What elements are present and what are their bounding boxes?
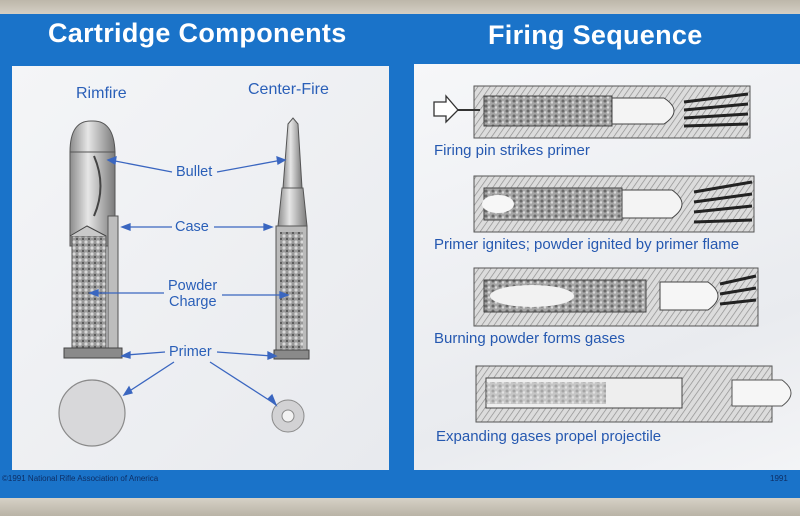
cartridge-illustration	[12, 66, 389, 470]
centerfire-label: Center-Fire	[248, 81, 329, 98]
cartridge-components-title: Cartridge Components	[48, 18, 347, 48]
step-2-diagram	[474, 176, 754, 232]
step-1-caption: Firing pin strikes primer	[434, 142, 590, 159]
step-3-caption: Burning powder forms gases	[434, 330, 625, 347]
rimfire-primer-disc	[59, 380, 125, 446]
firing-sequence-panel	[414, 64, 800, 470]
wall-bottom	[0, 498, 800, 516]
wall-top	[0, 0, 800, 14]
step-2-caption: Primer ignites; powder ignited by primer flame	[434, 236, 740, 253]
poster-code: 1991	[770, 474, 788, 483]
rimfire-cartridge	[64, 121, 122, 358]
firing-sequence-title: Firing Sequence	[488, 20, 703, 50]
step-3-diagram	[474, 268, 758, 326]
rimfire-label: Rimfire	[76, 85, 127, 102]
bullet-label: Bullet	[176, 164, 213, 180]
step-1-diagram	[434, 86, 750, 138]
centerfire-cartridge	[274, 118, 309, 359]
centerfire-primer-disc	[272, 400, 304, 432]
firing-sequence-illustration	[414, 64, 800, 470]
case-label: Case	[175, 219, 209, 235]
step-4-caption: Expanding gases propel projectile	[436, 428, 662, 445]
step-4-diagram	[476, 366, 791, 422]
copyright-footer: ©1991 National Rifle Association of America	[2, 474, 159, 483]
primer-label: Primer	[169, 344, 212, 360]
charge-label: Charge	[169, 294, 217, 310]
cartridge-components-panel	[12, 66, 389, 470]
powder-label: Powder	[168, 278, 218, 294]
